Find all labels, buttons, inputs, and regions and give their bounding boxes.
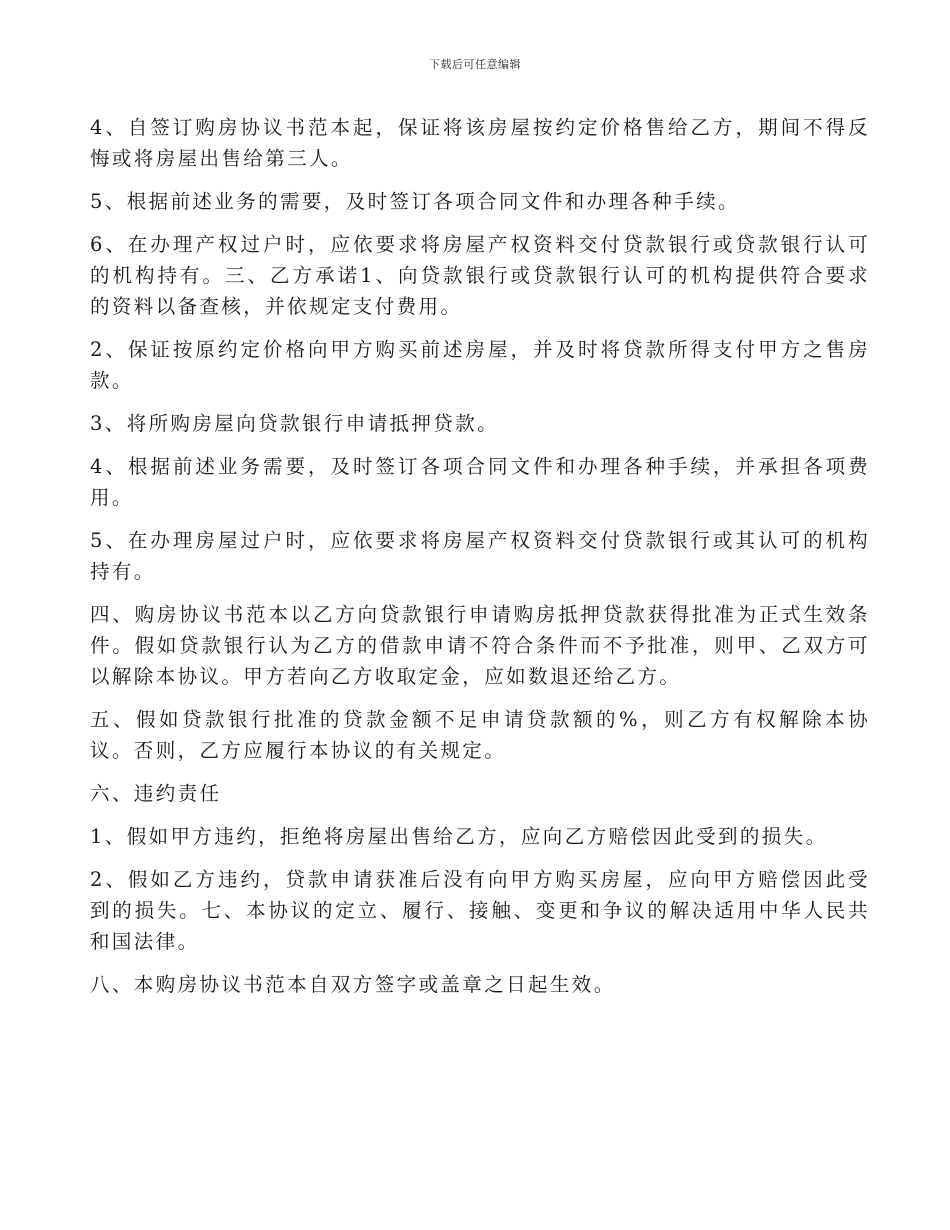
paragraph: 2、保证按原约定价格向甲方购买前述房屋，并及时将贷款所得支付甲方之售房款。 [90, 338, 870, 392]
paragraph: 5、根据前述业务的需要，及时签订各项合同文件和办理各种手续。 [90, 190, 740, 213]
paragraph: 3、将所购房屋向贷款银行申请抵押贷款。 [90, 412, 500, 435]
paragraph: 4、根据前述业务需要，及时签订各项合同文件和办理各种手续，并承担各项费用。 [90, 455, 870, 509]
section-heading: 六、违约责任 [90, 782, 222, 805]
paragraph: 四、购房协议书范本以乙方向贷款银行申请购房抵押贷款获得批准为正式生效条件。假如贷款银行认为乙方的借款申请不符合条件而不予批准，则甲、乙双方可以解除本协议。甲方若向乙方收取定金，应如数退还给乙方。 [90, 603, 870, 688]
paragraph: 八、本购房协议书范本自双方签字或盖章之日起生效。 [90, 973, 616, 996]
paragraph: 4、自签订购房协议书范本起，保证将该房屋按约定价格售给乙方，期间不得反悔或将房屋出售给第三人。 [90, 116, 870, 170]
paragraph: 五、假如贷款银行批准的贷款金额不足申请贷款额的%，则乙方有权解除本协议。否则，乙方应履行本协议的有关规定。 [90, 708, 870, 762]
document-body [90, 112, 870, 1012]
page-header: 下载后可任意编辑 [429, 58, 521, 71]
paragraph: 1、假如甲方违约，拒绝将房屋出售给乙方，应向乙方赔偿因此受到的损失。 [90, 825, 828, 848]
paragraph: 6、在办理产权过户时，应依要求将房屋产权资料交付贷款银行或贷款银行认可的机构持有。三、乙方承诺1、向贷款银行或贷款银行认可的机构提供符合要求的资料以备查核，并依规定支付费用。 [90, 233, 870, 318]
paragraph: 2、假如乙方违约，贷款申请获准后没有向甲方购买房屋，应向甲方赔偿因此受到的损失。七、本协议的定立、履行、接触、变更和争议的解决适用中华人民共和国法律。 [90, 868, 870, 953]
paragraph: 5、在办理房屋过户时，应依要求将房屋产权资料交付贷款银行或其认可的机构持有。 [90, 529, 870, 583]
